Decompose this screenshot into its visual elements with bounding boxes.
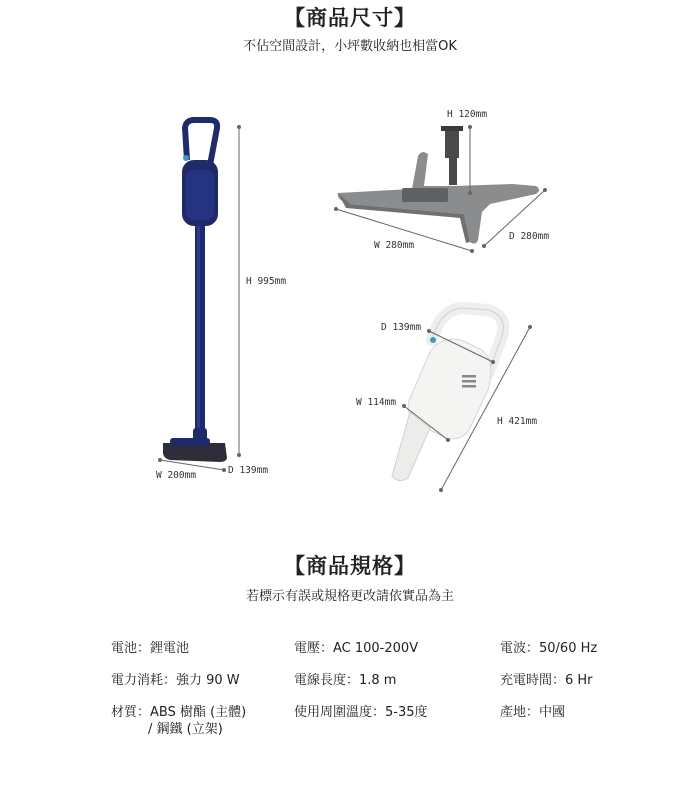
spec-section-subtitle: 若標示有誤或規格更改請依實品為主 <box>245 589 454 604</box>
vacuum-width-label: W 200mm <box>156 470 197 481</box>
spec-battery: 電池：鋰電池 <box>111 641 190 656</box>
stand-depth-label: D 280mm <box>509 231 550 242</box>
spec-frequency: 電波：50/60 Hz <box>500 641 598 656</box>
stand-height-label: H 120mm <box>447 109 488 120</box>
spec-voltage: 電壓：AC 100-200V <box>294 641 419 656</box>
spec-material-line2: / 鋼鐵 (立架) <box>148 722 223 737</box>
spec-power: 電力消耗：強力 90 W <box>111 673 240 688</box>
stand-image <box>338 126 539 244</box>
spec-origin: 產地：中國 <box>500 705 566 720</box>
spec-material: 材質：ABS 樹酯 (主體) <box>111 705 247 720</box>
handheld-height-label: H 421mm <box>497 416 538 427</box>
spec-charge: 充電時間：6 Hr <box>500 673 593 688</box>
handheld-image <box>392 308 503 481</box>
vacuum-height-label: H 995mm <box>246 276 287 287</box>
stand-width-label: W 280mm <box>374 240 415 251</box>
handheld-depth-label: D 139mm <box>381 322 422 333</box>
spec-section-title: 【商品規格】 <box>284 554 416 578</box>
handheld-width-label: W 114mm <box>356 397 397 408</box>
stick-vacuum-image <box>163 120 227 462</box>
size-section-title: 【商品尺寸】 <box>284 6 416 30</box>
spec-temperature: 使用周圍溫度：5-35度 <box>294 705 428 720</box>
spec-cord: 電線長度：1.8 m <box>294 673 397 688</box>
size-section-subtitle: 不佔空間設計，小坪數收納也相當OK <box>243 39 457 54</box>
vacuum-depth-label: D 139mm <box>228 465 269 476</box>
